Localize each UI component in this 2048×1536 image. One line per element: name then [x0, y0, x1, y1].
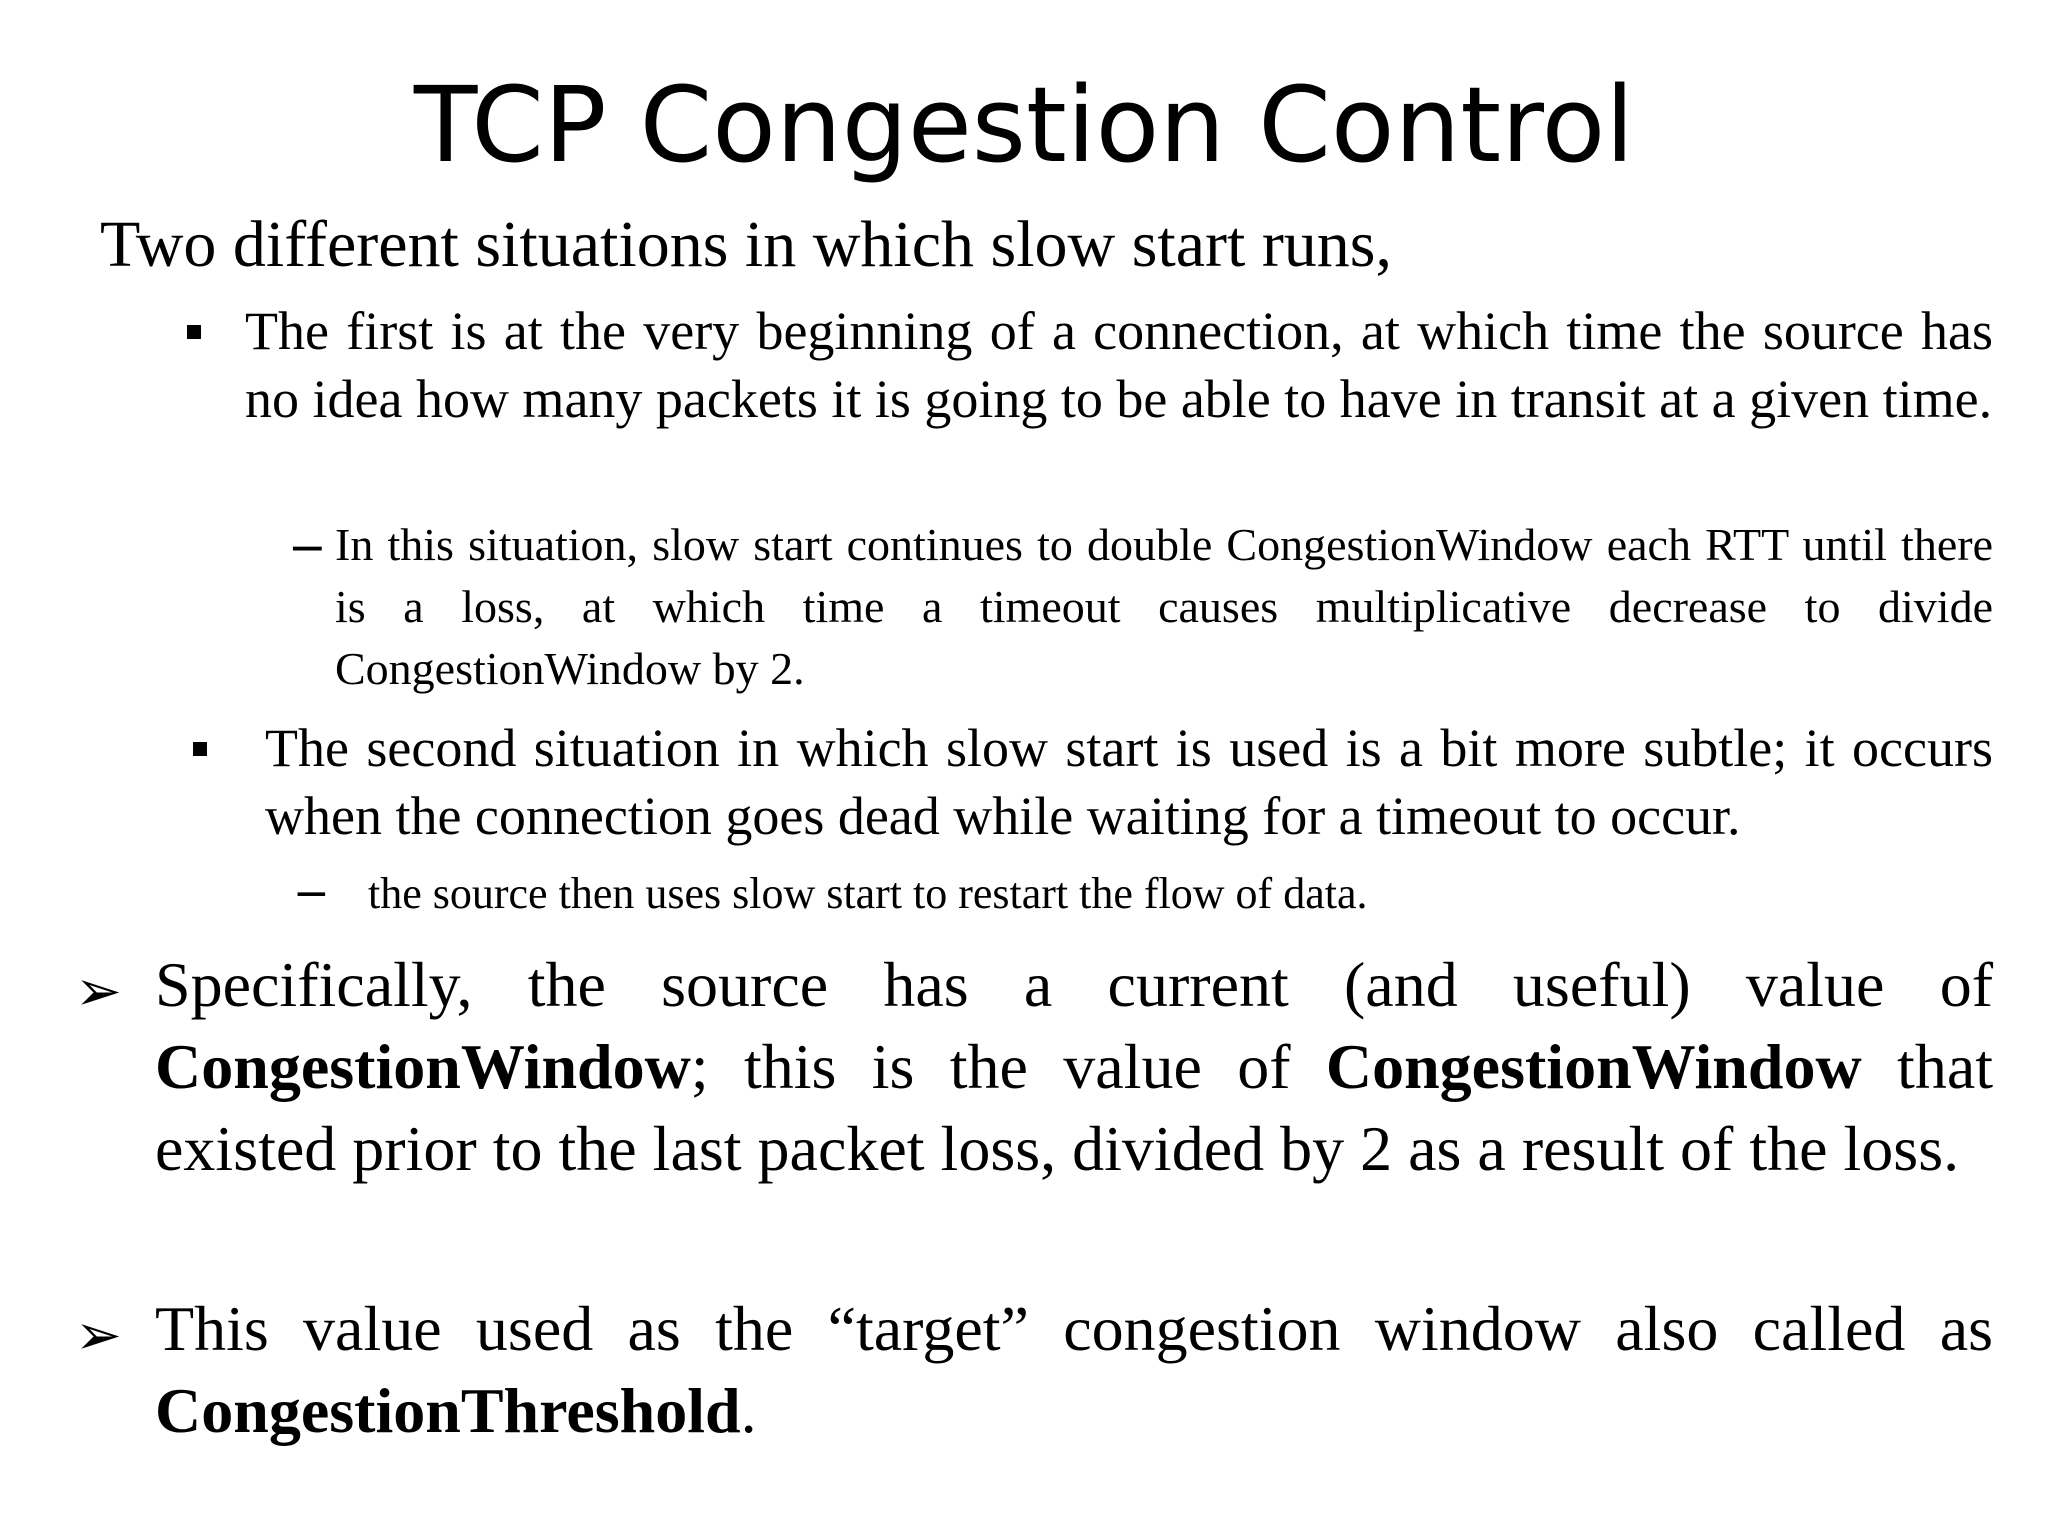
square-bullet-icon — [193, 742, 207, 756]
point-text-span: Specifically, the source has a current (and useful) value of — [155, 949, 1993, 1020]
point-text-span: that existed prior to the last packet loss, divided by 2 as a result of the loss. — [155, 1031, 1994, 1184]
slide-title: TCP Congestion Control — [413, 64, 1635, 186]
intro-text: Two different situations in which slow start runs, — [100, 208, 1392, 281]
term-congestionwindow: CongestionWindow — [155, 1031, 691, 1102]
point-text-span: This value used as the “target” congestion window also called as — [155, 1293, 1993, 1364]
arrow-bullet-icon: ➢ — [75, 1303, 122, 1368]
sub-bullet-text-2: the source then uses slow start to restart the flow of data. — [368, 869, 1368, 918]
arrow-bullet-icon: ➢ — [75, 959, 122, 1024]
term-congestionwindow: CongestionWindow — [1325, 1031, 1862, 1102]
point-text-1 — [155, 944, 1993, 1190]
bullet-text-2: The second situation in which slow start is used is a bit more subtle; it occurs when the connection goes dead while waiting for a timeout to occur. — [265, 718, 1993, 846]
dash-icon: − — [288, 520, 327, 574]
dash-icon: − — [293, 868, 330, 919]
point-text-span: . — [740, 1375, 757, 1446]
bullet-text-1: The first is at the very beginning of a connection, at which time the source has no idea how many packets it is going to be able to have in transit at a given time. — [245, 301, 1993, 429]
sub-bullet-text-1: In this situation, slow start continues to double CongestionWindow each RTT until there is a loss, at which time a timeout causes multiplicative decrease to divide CongestionWindow by 2. — [335, 519, 1993, 694]
term-congestionthreshold: CongestionThreshold — [155, 1375, 741, 1446]
point-text-2 — [155, 1288, 1993, 1452]
point-text-span: ; this is the value of — [690, 1031, 1326, 1102]
square-bullet-icon — [187, 325, 201, 339]
